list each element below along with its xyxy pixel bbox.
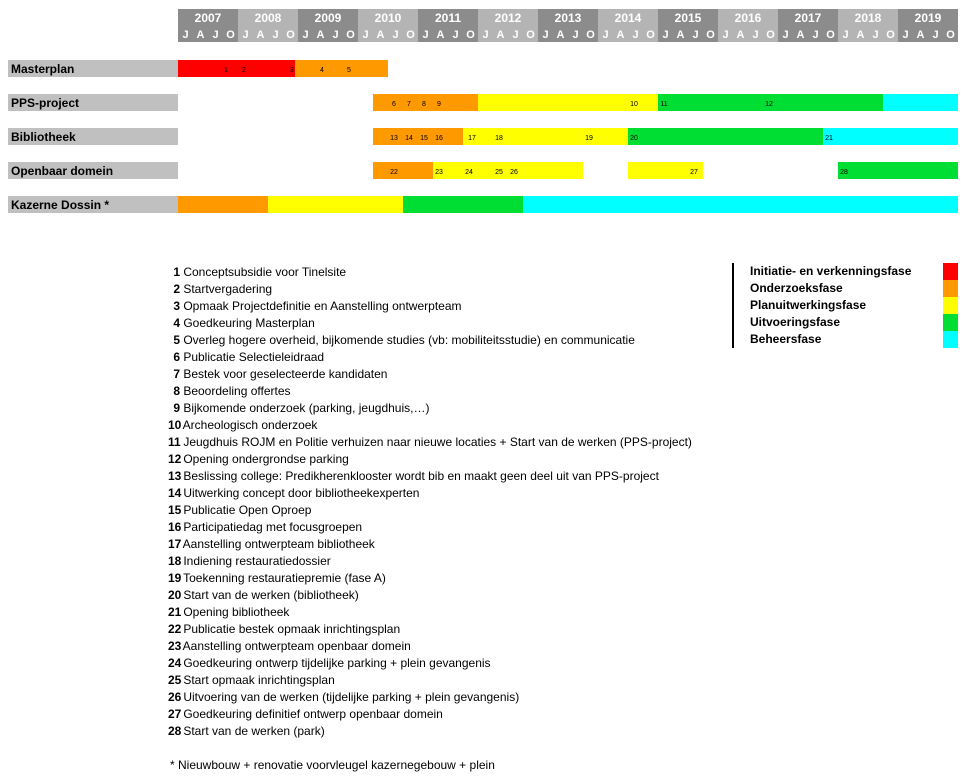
quarter-label: O [826, 29, 835, 41]
quarter-label: O [406, 29, 415, 41]
gantt-bar-planuitwerking [463, 128, 628, 145]
legend-phase-label: Initiatie- en verkenningsfase [750, 264, 912, 278]
row-label: Openbaar domein [11, 164, 114, 178]
quarter-label: A [736, 29, 745, 41]
milestone-label: 28 [840, 169, 848, 176]
milestone-label: 15 [420, 135, 428, 142]
note-item [168, 281, 272, 298]
quarter-label: O [346, 29, 355, 41]
quarter-label: A [616, 29, 625, 41]
milestone-label: 2 [242, 67, 246, 74]
legend-phase-swatch [943, 314, 958, 331]
milestone-label: 6 [392, 101, 396, 108]
note-item [168, 553, 331, 570]
note-text: Goedkeuring Masterplan [180, 316, 315, 330]
row-label: Bibliotheek [11, 130, 76, 144]
gantt-bar-planuitwerking [433, 162, 583, 179]
note-number: 16 [168, 520, 182, 534]
note-number: 12 [168, 452, 182, 466]
note-item [168, 332, 635, 349]
legend-phase-label: Uitvoeringsfase [750, 315, 841, 329]
note-number: 23 [168, 639, 182, 653]
legend-phase-label: Beheersfase [750, 332, 822, 346]
quarter-label: A [496, 29, 505, 41]
note-item [168, 689, 519, 706]
note-text: Opening ondergrondse parking [180, 452, 349, 466]
year-label: 2018 [854, 11, 882, 25]
note-item [168, 298, 462, 315]
note-item [168, 468, 659, 485]
note-number: 11 [168, 435, 181, 449]
note-text: Participatiedag met focusgroepen [180, 520, 363, 534]
footnote: * Nieuwbouw + renovatie voorvleugel kazernegebouw + plein [170, 758, 495, 772]
milestone-label: 19 [585, 135, 593, 142]
milestone-label: 3 [290, 67, 294, 74]
gantt-bar-beheer [883, 94, 958, 111]
quarter-label: A [916, 29, 925, 41]
quarter-label: J [932, 29, 939, 41]
note-number: 4 [173, 316, 180, 330]
note-text: Toekenning restauratiepremie (fase A) [180, 571, 386, 585]
note-text: Jeugdhuis ROJM en Politie verhuizen naar nieuwe locaties + Start van de werken (PPS-project) [180, 435, 692, 449]
note-text: Publicatie bestek opmaak inrichtingsplan [180, 622, 401, 636]
note-item [168, 485, 419, 502]
note-number: 9 [173, 401, 180, 415]
note-number: 18 [168, 554, 182, 568]
note-text: Indiening restauratiedossier [180, 554, 331, 568]
quarter-label: J [182, 29, 189, 41]
milestone-label: 4 [320, 67, 324, 74]
note-item [168, 315, 315, 332]
note-number: 28 [168, 724, 182, 738]
quarter-label: A [676, 29, 685, 41]
note-item [168, 723, 325, 740]
quarter-label: J [212, 29, 219, 41]
note-number: 1 [173, 265, 180, 279]
milestone-label: 18 [495, 135, 503, 142]
quarter-label: A [556, 29, 565, 41]
note-item [168, 400, 429, 417]
quarter-label: O [946, 29, 955, 41]
note-text: Start opmaak inrichtingsplan [180, 673, 335, 687]
gantt-bar-onderzoek [373, 128, 463, 145]
note-text: Publicatie Open Oproep [180, 503, 312, 517]
note-item [168, 621, 400, 638]
quarter-label: J [572, 29, 579, 41]
quarter-label: O [646, 29, 655, 41]
note-text: Bijkomende onderzoek (parking, jeugdhuis,…) [180, 401, 430, 415]
note-number: 10 [168, 418, 182, 432]
note-item [168, 383, 291, 400]
milestone-label: 8 [422, 101, 426, 108]
quarter-label: O [526, 29, 535, 41]
note-item [168, 706, 443, 723]
quarter-label: J [332, 29, 339, 41]
quarter-label: A [436, 29, 445, 41]
note-number: 24 [168, 656, 182, 670]
gantt-bar-uitvoering [628, 128, 823, 145]
note-text: Start van de werken (bibliotheek) [180, 588, 359, 602]
note-number: 8 [173, 384, 180, 398]
note-item [168, 502, 311, 519]
quarter-label: O [586, 29, 595, 41]
quarter-label: A [316, 29, 325, 41]
quarter-label: J [722, 29, 729, 41]
note-text: Aanstelling ontwerpteam openbaar domein [180, 639, 411, 653]
note-text: Archeologisch onderzoek [180, 418, 318, 432]
quarter-label: J [452, 29, 459, 41]
note-number: 7 [173, 367, 180, 381]
note-number: 19 [168, 571, 182, 585]
milestone-label: 25 [495, 169, 503, 176]
quarter-label: J [512, 29, 519, 41]
quarter-label: O [466, 29, 475, 41]
milestone-label: 12 [765, 101, 773, 108]
gantt-bar-uitvoering [403, 196, 523, 213]
quarter-label: J [362, 29, 369, 41]
note-number: 21 [168, 605, 182, 619]
legend-phase-swatch [943, 280, 958, 297]
quarter-label: J [482, 29, 489, 41]
note-number: 15 [168, 503, 182, 517]
note-item [168, 655, 491, 672]
year-label: 2012 [494, 11, 522, 25]
milestone-label: 13 [390, 135, 398, 142]
legend-phase-label: Onderzoeksfase [750, 281, 843, 295]
row-label: PPS-project [11, 96, 80, 110]
quarter-label: O [226, 29, 235, 41]
legend-phase-swatch [943, 263, 958, 280]
quarter-label: J [692, 29, 699, 41]
note-text: Aanstelling ontwerpteam bibliotheek [180, 537, 375, 551]
year-label: 2009 [314, 11, 342, 25]
milestone-label: 11 [660, 101, 668, 108]
milestone-label: 20 [630, 135, 638, 142]
quarter-label: J [752, 29, 759, 41]
note-item [168, 366, 387, 383]
quarter-label: A [856, 29, 865, 41]
note-number: 26 [168, 690, 182, 704]
note-item [168, 570, 386, 587]
milestone-label: 21 [825, 135, 833, 142]
note-text: Opening bibliotheek [180, 605, 290, 619]
note-number: 25 [168, 673, 182, 687]
milestone-label: 27 [690, 169, 698, 176]
row-label: Masterplan [11, 62, 75, 76]
note-number: 13 [168, 469, 182, 483]
year-label: 2017 [794, 11, 822, 25]
quarter-label: J [272, 29, 279, 41]
quarter-label: J [872, 29, 879, 41]
note-item [168, 536, 375, 553]
note-text: Opmaak Projectdefinitie en Aanstelling ontwerpteam [180, 299, 462, 313]
quarter-label: O [286, 29, 295, 41]
milestone-label: 23 [435, 169, 443, 176]
gantt-bar-onderzoek [295, 60, 388, 77]
note-text: Beslissing college: Predikherenklooster wordt bib en maakt geen deel uit van PPS-project [180, 469, 659, 483]
note-item [168, 587, 359, 604]
year-label: 2013 [554, 11, 582, 25]
year-label: 2016 [734, 11, 762, 25]
note-text: Goedkeuring definitief ontwerp openbaar domein [180, 707, 443, 721]
note-text: Bestek voor geselecteerde kandidaten [180, 367, 388, 381]
quarter-label: A [196, 29, 205, 41]
quarter-label: J [242, 29, 249, 41]
quarter-label: J [842, 29, 849, 41]
note-text: Uitvoering van de werken (tijdelijke parking + plein gevangenis) [180, 690, 520, 704]
note-text: Goedkeuring ontwerp tijdelijke parking + plein gevangenis [180, 656, 491, 670]
quarter-label: J [782, 29, 789, 41]
milestone-label: 24 [465, 169, 473, 176]
quarter-label: J [392, 29, 399, 41]
note-item [168, 349, 324, 366]
note-item [168, 417, 317, 434]
gantt-bar-beheer [523, 196, 958, 213]
gantt-bar-uitvoering [838, 162, 958, 179]
row-label: Kazerne Dossin * [11, 198, 110, 212]
note-number: 22 [168, 622, 182, 636]
quarter-label: O [706, 29, 715, 41]
gantt-bar-beheer [823, 128, 958, 145]
quarter-label: J [602, 29, 609, 41]
quarter-label: A [376, 29, 385, 41]
note-number: 14 [168, 486, 182, 500]
gantt-bar-planuitwerking [268, 196, 403, 213]
legend-divider [732, 263, 734, 348]
quarter-label: J [632, 29, 639, 41]
milestone-label: 16 [435, 135, 443, 142]
quarter-label: J [422, 29, 429, 41]
note-number: 2 [173, 282, 180, 296]
year-label: 2010 [374, 11, 402, 25]
milestone-label: 5 [347, 67, 351, 74]
milestone-label: 14 [405, 135, 413, 142]
milestone-label: 10 [630, 101, 638, 108]
year-label: 2011 [434, 11, 462, 25]
gantt-chart [0, 0, 964, 230]
year-label: 2008 [254, 11, 282, 25]
note-item [168, 604, 289, 621]
quarter-label: O [766, 29, 775, 41]
note-number: 20 [168, 588, 182, 602]
year-label: 2014 [614, 11, 642, 25]
note-item [168, 434, 692, 451]
quarter-label: A [256, 29, 265, 41]
note-text: Overleg hogere overheid, bijkomende studies (vb: mobiliteitsstudie) en communicatie [180, 333, 635, 347]
note-text: Beoordeling offertes [180, 384, 291, 398]
note-number: 6 [173, 350, 180, 364]
year-label: 2007 [194, 11, 222, 25]
note-item [168, 451, 349, 468]
quarter-label: A [796, 29, 805, 41]
quarter-label: J [902, 29, 909, 41]
gantt-bar-onderzoek [373, 162, 433, 179]
legend-phase-label: Planuitwerkingsfase [750, 298, 867, 312]
quarter-label: J [302, 29, 309, 41]
note-number: 5 [173, 333, 180, 347]
quarter-label: J [542, 29, 549, 41]
gantt-bar-initiatie [178, 60, 295, 77]
legend-phase-swatch [943, 331, 958, 348]
note-item [168, 672, 335, 689]
note-number: 3 [173, 299, 180, 313]
year-label: 2019 [914, 11, 942, 25]
note-item [168, 519, 362, 536]
quarter-label: J [812, 29, 819, 41]
milestone-label: 1 [224, 67, 228, 74]
milestone-label: 22 [390, 169, 398, 176]
quarter-label: O [886, 29, 895, 41]
milestone-label: 7 [407, 101, 411, 108]
year-label: 2015 [674, 11, 702, 25]
note-text: Uitwerking concept door bibliotheekexperten [180, 486, 420, 500]
note-text: Startvergadering [180, 282, 273, 296]
milestone-label: 9 [437, 101, 441, 108]
note-item [168, 264, 346, 281]
note-text: Conceptsubsidie voor Tinelsite [180, 265, 347, 279]
milestone-label: 17 [468, 135, 476, 142]
note-text: Start van de werken (park) [180, 724, 325, 738]
note-text: Publicatie Selectieleidraad [180, 350, 325, 364]
note-number: 17 [168, 537, 182, 551]
gantt-bar-onderzoek [178, 196, 268, 213]
legend-phase-swatch [943, 297, 958, 314]
quarter-label: J [662, 29, 669, 41]
note-item [168, 638, 411, 655]
note-number: 27 [168, 707, 182, 721]
milestone-label: 26 [510, 169, 518, 176]
